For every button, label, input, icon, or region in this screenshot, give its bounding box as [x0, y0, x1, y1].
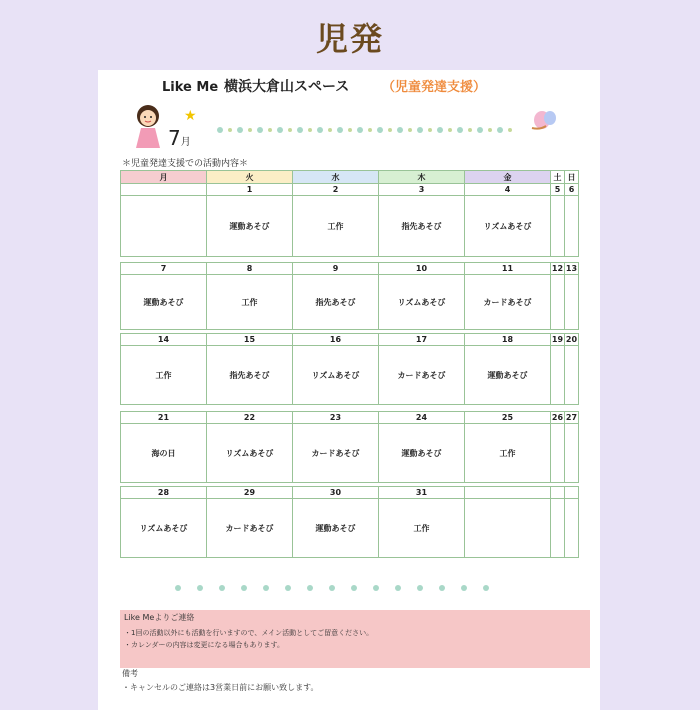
day-number: 2 [293, 184, 379, 196]
activity-cell: 指先あそび [379, 196, 465, 257]
day-number: 17 [379, 334, 465, 346]
day-number: 28 [121, 487, 207, 499]
sunday-number [565, 487, 579, 499]
weekday-header: 水 [293, 171, 379, 184]
page-title: 児発 [315, 20, 384, 58]
remarks-title: 備考 [122, 669, 138, 678]
saturday-number: 26 [551, 413, 564, 422]
day-number: 7 [121, 263, 207, 275]
notice-line-2: ・カレンダーの内容は変更になる場合もあります。 [124, 641, 284, 649]
day-number: 16 [293, 334, 379, 346]
day-number: 24 [379, 412, 465, 424]
activity-cell: 工作 [207, 275, 293, 330]
day-number: 21 [121, 412, 207, 424]
sunday-number: 13 [565, 264, 578, 273]
saturday-number: 19 [551, 335, 564, 344]
activity-cell: 海の日 [121, 424, 207, 483]
activity-cell: カードあそび [293, 424, 379, 483]
day-number: 30 [293, 487, 379, 499]
weekday-header: 金 [465, 171, 551, 184]
notice-title: Like Meよりご連絡 [124, 613, 195, 622]
weekend-cell [551, 196, 565, 257]
activity-cell: 工作 [121, 346, 207, 405]
activity-cell [121, 196, 207, 257]
day-number [121, 184, 207, 196]
week-block [120, 411, 579, 483]
notice-box [120, 610, 590, 668]
day-number: 1 [207, 184, 293, 196]
day-number: 31 [379, 487, 465, 499]
day-number: 18 [465, 334, 551, 346]
day-number: 8 [207, 263, 293, 275]
day-number: 22 [207, 412, 293, 424]
weekend-cell [551, 424, 565, 483]
sunday-header: 日 [565, 171, 579, 184]
facility-name: 横浜大倉山スペース [224, 79, 350, 95]
day-number [465, 487, 551, 499]
activity-cell: カードあそび [379, 346, 465, 405]
sunday-number: 6 [565, 184, 579, 196]
activity-cell [465, 499, 551, 558]
weekend-cell [565, 424, 579, 483]
saturday-header: 土 [551, 171, 565, 184]
facility-subtitle: （児童発達支援） [382, 80, 487, 95]
activity-cell: 指先あそび [207, 346, 293, 405]
day-number: 14 [121, 334, 207, 346]
brand-label: Like Me [162, 80, 219, 95]
activity-cell: リズムあそび [207, 424, 293, 483]
activity-cell: 工作 [379, 499, 465, 558]
activity-cell: 運動あそび [293, 499, 379, 558]
activity-cell: リズムあそび [293, 346, 379, 405]
garland-bottom [172, 582, 502, 594]
activity-cell: リズムあそび [465, 196, 551, 257]
notice-line-1: ・1回の活動以外にも活動を行いますので、メイン活動としてご留意ください。 [124, 629, 374, 637]
month-label: 7月 [168, 126, 191, 150]
activity-cell: 工作 [465, 424, 551, 483]
activity-cell: 運動あそび [207, 196, 293, 257]
weekday-header: 月 [121, 171, 207, 184]
activity-cell: 指先あそび [293, 275, 379, 330]
activity-subtitle: ＊児童発達支援での活動内容＊ [122, 159, 249, 169]
day-number: 10 [379, 263, 465, 275]
star-icon: ★ [184, 108, 197, 124]
weekend-cell [551, 499, 565, 558]
sunday-number: 20 [565, 335, 578, 344]
activity-cell: 工作 [293, 196, 379, 257]
balloon-decoration-icon [526, 108, 562, 134]
activity-cell: リズムあそび [121, 499, 207, 558]
saturday-number: 5 [551, 184, 565, 196]
day-number: 11 [465, 263, 551, 275]
day-number: 15 [207, 334, 293, 346]
day-number: 23 [293, 412, 379, 424]
weekday-header: 火 [207, 171, 293, 184]
calendar-sheet [98, 70, 600, 710]
weekend-cell [551, 346, 565, 405]
weekend-cell [565, 196, 579, 257]
day-number: 4 [465, 184, 551, 196]
week-block [120, 262, 579, 330]
activity-cell: カードあそび [207, 499, 293, 558]
garland-top [214, 124, 519, 136]
weekend-cell [565, 499, 579, 558]
remarks-line-1: ・キャンセルのご連絡は3営業日前にお願い致します。 [122, 683, 319, 692]
activity-cell: 運動あそび [121, 275, 207, 330]
weekend-cell [565, 275, 579, 330]
week-block [120, 333, 579, 405]
activity-cell: リズムあそび [379, 275, 465, 330]
saturday-number [551, 487, 565, 499]
activity-cell: カードあそび [465, 275, 551, 330]
week-block [120, 183, 579, 257]
girl-illustration [128, 100, 168, 150]
weekend-cell [551, 275, 565, 330]
day-number: 9 [293, 263, 379, 275]
day-number: 3 [379, 184, 465, 196]
calendar-header [120, 170, 579, 184]
saturday-number: 12 [551, 264, 564, 273]
day-number: 25 [465, 412, 551, 424]
weekend-cell [565, 346, 579, 405]
weekday-header: 木 [379, 171, 465, 184]
day-number: 29 [207, 487, 293, 499]
activity-cell: 運動あそび [379, 424, 465, 483]
week-block [120, 486, 579, 558]
activity-cell: 運動あそび [465, 346, 551, 405]
sunday-number: 27 [565, 413, 578, 422]
